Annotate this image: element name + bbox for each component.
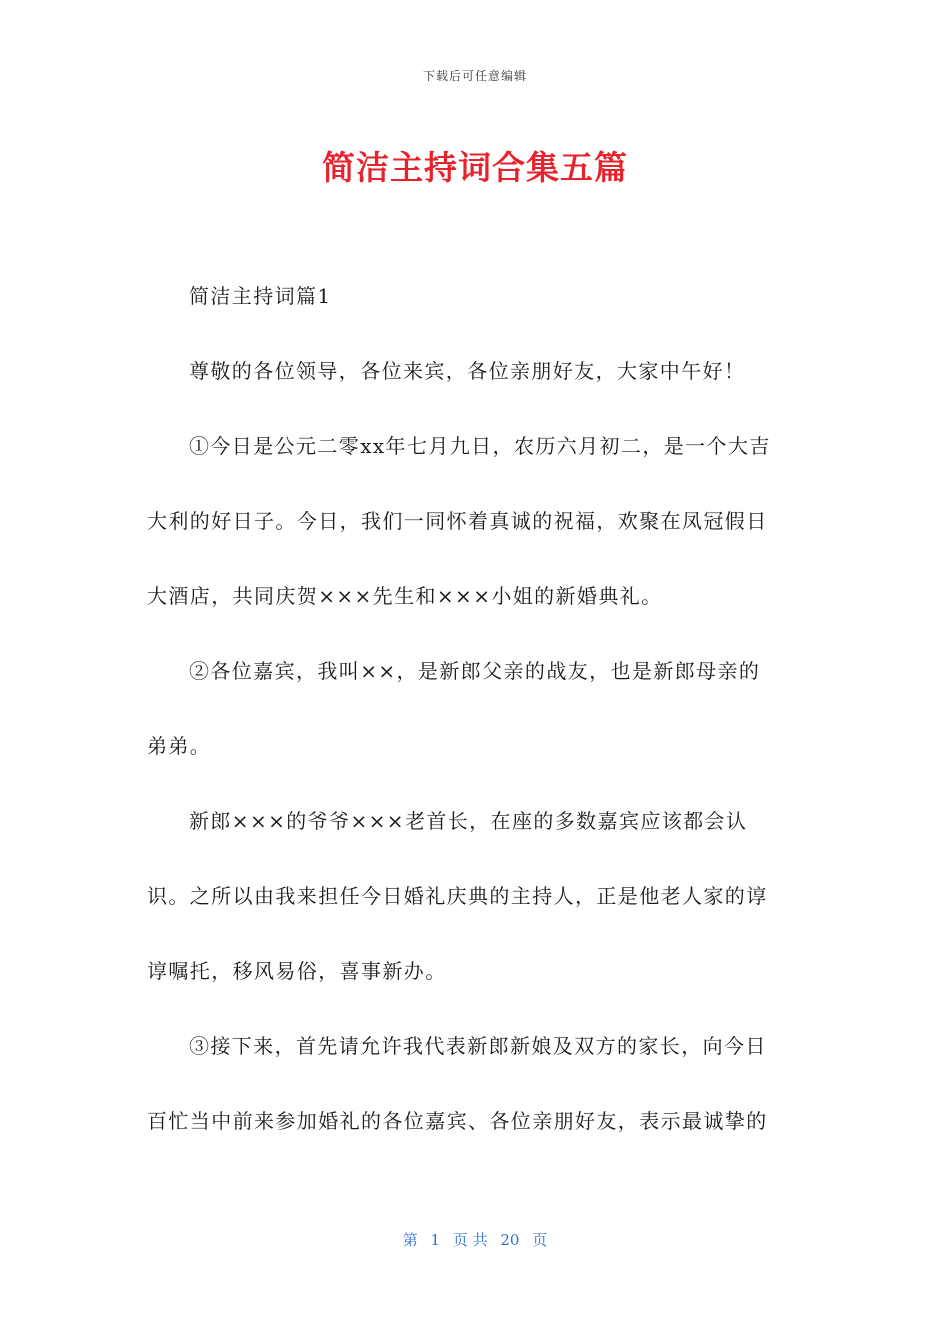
footer-suffix: 页 (532, 1231, 548, 1249)
body-line: 尊敬的各位领导，各位来宾，各位亲朋好友，大家中午好！ (189, 359, 746, 383)
document-title: 简洁主持词合集五篇 (322, 148, 628, 187)
body-line: 谆嘱托，移风易俗，喜事新办。 (147, 959, 447, 983)
footer-prefix: 第 (402, 1231, 418, 1249)
body-line: ①今日是公元二零xx年七月九日，农历六月初二，是一个大吉 (189, 434, 771, 458)
footer-current-page: 1 (430, 1231, 441, 1249)
body-line: 百忙当中前来参加婚礼的各位嘉宾、各位亲朋好友，表示最诚挚的 (147, 1109, 768, 1133)
body-line: 弟弟。 (147, 734, 212, 758)
body-line: ③接下来，首先请允许我代表新郎新娘及双方的家长，向今日 (189, 1034, 767, 1058)
header-note: 下载后可任意编辑 (422, 69, 527, 83)
body-line: ②各位嘉宾，我叫××，是新郎父亲的战友，也是新郎母亲的 (189, 659, 761, 683)
body-line: 新郎×××的爷爷×××老首长，在座的多数嘉宾应该都会认 (189, 809, 748, 833)
document-body (147, 278, 807, 1141)
body-line: 大酒店，共同庆贺×××先生和×××小姐的新婚典礼。 (147, 584, 663, 608)
body-line: 简洁主持词篇1 (189, 284, 332, 308)
page-footer (0, 1229, 950, 1250)
footer-middle: 页 共 (452, 1231, 488, 1249)
body-line: 大利的好日子。今日，我们一同怀着真诚的祝福，欢聚在凤冠假日 (147, 509, 768, 533)
footer-total-pages: 20 (500, 1231, 520, 1249)
body-line: 识。之所以由我来担任今日婚礼庆典的主持人，正是他老人家的谆 (147, 884, 768, 908)
